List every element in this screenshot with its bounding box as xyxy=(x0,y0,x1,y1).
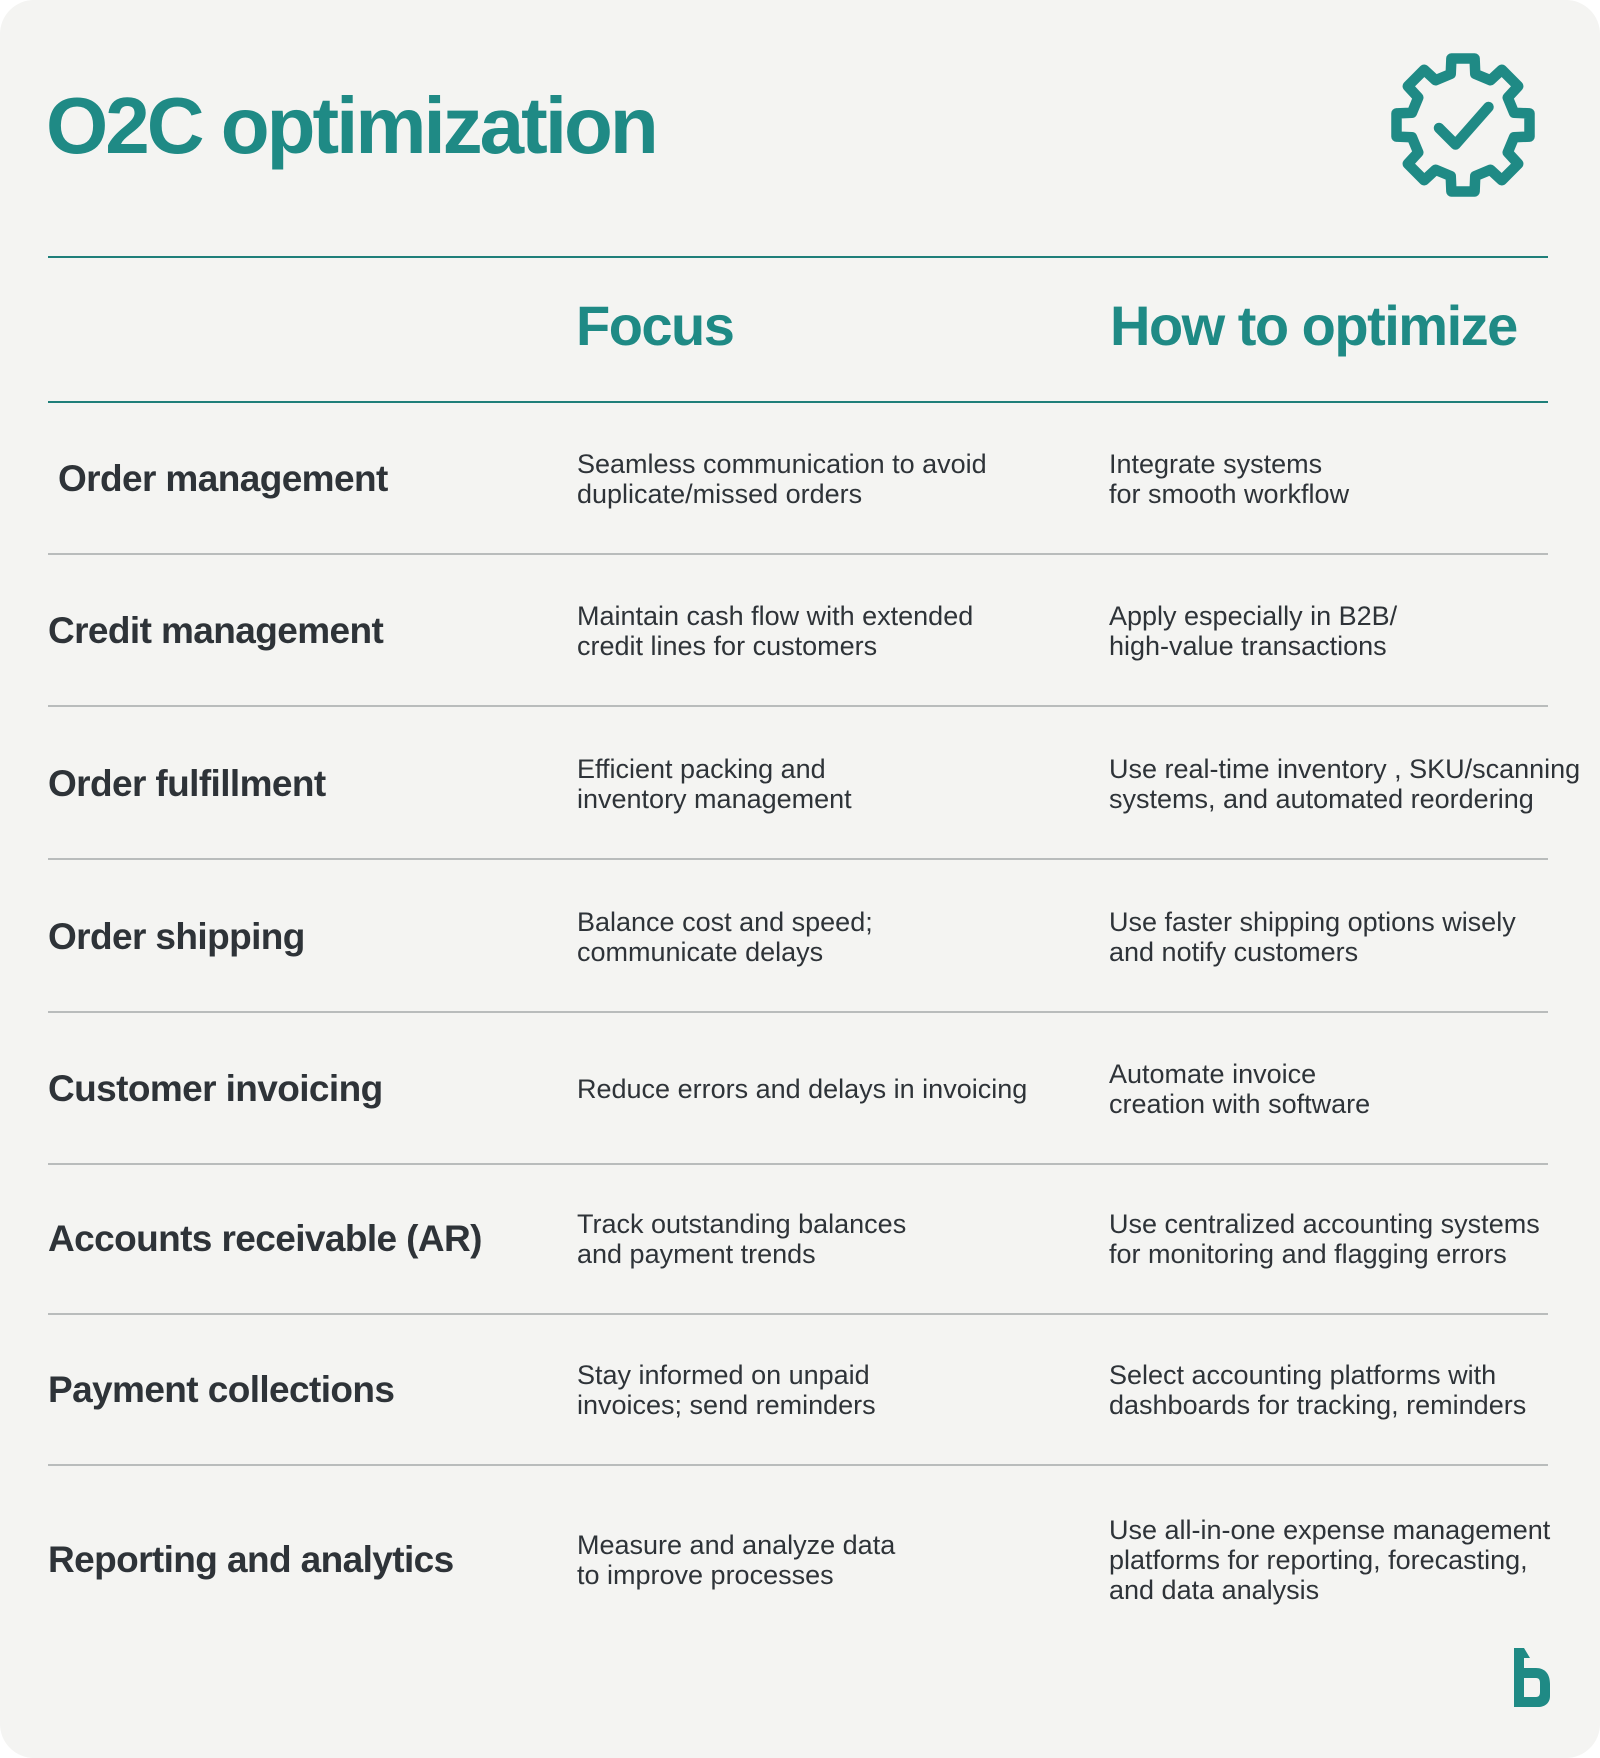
brand-b-logo-icon xyxy=(1512,1646,1552,1708)
table-row xyxy=(48,708,1581,860)
how-to-optimize-cell: Use centralized accounting systems for monitoring and flagging errors xyxy=(1109,1209,1540,1269)
how-to-optimize-cell: Use all-in-one expense management platforms for reporting, forecasting, and data analysis xyxy=(1109,1515,1551,1605)
focus-cell: Measure and analyze data to improve processes xyxy=(577,1530,896,1590)
table-row xyxy=(48,1483,1551,1637)
row-divider xyxy=(48,705,1548,707)
row-label: Order shipping xyxy=(48,916,305,957)
how-to-optimize-cell: Apply especially in B2B/ high-value transactions xyxy=(1109,601,1398,661)
how-to-optimize-cell: Integrate systems for smooth workflow xyxy=(1109,449,1350,509)
focus-cell: Track outstanding balances and payment trends xyxy=(577,1209,907,1269)
row-label: Order fulfillment xyxy=(48,763,326,804)
row-divider xyxy=(48,1464,1548,1466)
page-title: O2C optimization xyxy=(46,81,656,170)
how-to-optimize-cell: Use real-time inventory , SKU/scanning systems, and automated reordering xyxy=(1109,754,1581,814)
table-row xyxy=(48,403,1548,555)
row-divider xyxy=(48,858,1548,860)
table-row xyxy=(48,555,1548,707)
row-label: Payment collections xyxy=(48,1369,395,1410)
row-label: Customer invoicing xyxy=(48,1068,383,1109)
column-header-how-to-optimize: How to optimize xyxy=(1110,294,1517,357)
focus-cell: Reduce errors and delays in invoicing xyxy=(577,1074,1028,1104)
table-row xyxy=(48,1013,1548,1165)
row-label: Accounts receivable (AR) xyxy=(48,1218,482,1259)
focus-cell: Balance cost and speed; communicate delays xyxy=(577,907,873,967)
focus-cell: Maintain cash flow with extended credit lines for customers xyxy=(577,601,974,661)
row-label: Reporting and analytics xyxy=(48,1539,454,1580)
focus-cell: Stay informed on unpaid invoices; send reminders xyxy=(577,1360,876,1420)
header-top-rule xyxy=(48,256,1548,258)
focus-cell: Efficient packing and inventory management xyxy=(577,754,852,814)
row-label: Order management xyxy=(58,458,388,499)
table-row xyxy=(48,1314,1548,1466)
table-row xyxy=(48,1163,1548,1315)
table-row xyxy=(48,861,1548,1013)
column-header-focus: Focus xyxy=(576,294,734,357)
how-to-optimize-cell: Use faster shipping options wisely and notify customers xyxy=(1109,907,1516,967)
how-to-optimize-cell: Automate invoice creation with software xyxy=(1109,1059,1371,1119)
gear-check-icon xyxy=(1388,50,1538,200)
how-to-optimize-cell: Select accounting platforms with dashboards for tracking, reminders xyxy=(1109,1360,1527,1420)
focus-cell: Seamless communication to avoid duplicate/missed orders xyxy=(577,449,987,509)
row-label: Credit management xyxy=(48,610,384,651)
